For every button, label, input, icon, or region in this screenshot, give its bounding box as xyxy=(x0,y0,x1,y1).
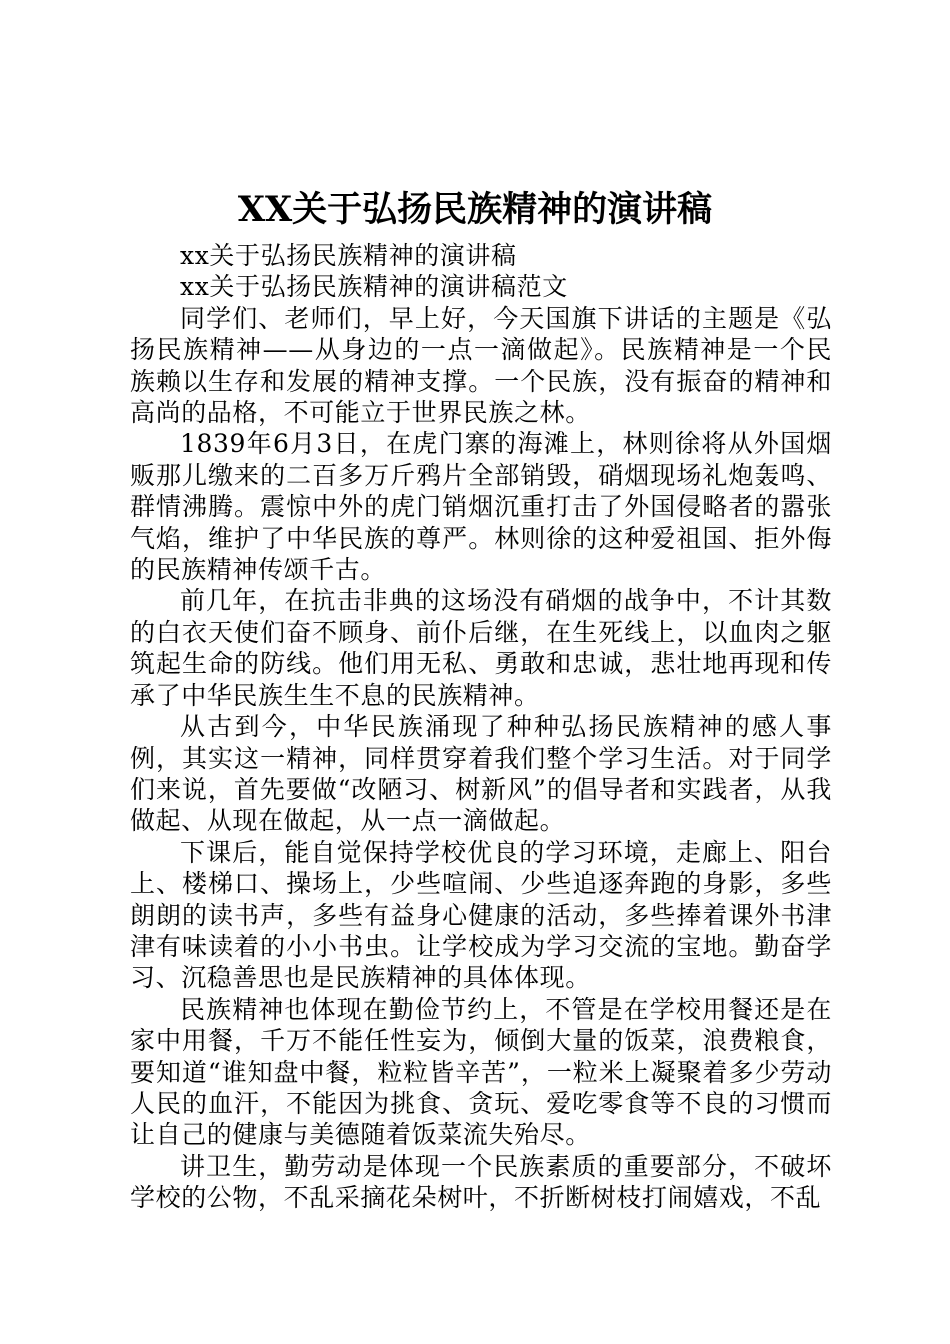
paragraph-subtitle-2: xx关于弘扬民族精神的演讲稿范文 xyxy=(180,272,568,302)
paragraph-humen: 1839年6月3日，在虎门寨的海滩上，林则徐将从外国烟贩那儿缴来的二百多万斤鸦片全部销毁，硝烟现场礼炮轰鸣、群情沸腾。震惊中外的虎门销烟沉重打击了外国侵略者的嚣张气焰，维护了中华民族的尊严。林则徐的这种爱祖国、拒外侮的民族精神传颂千古。 xyxy=(130,429,832,585)
paragraph-thrift: 民族精神也体现在勤俭节约上，不管是在学校用餐还是在家中用餐，千万不能任性妄为，倾倒大量的饭菜，浪费粮食，要知道“谁知盘中餐，粒粒皆辛苦”，一粒米上凝聚着多少劳动人民的血汗，不能因为挑食、贪玩、爱吃零食等不良的习惯而让自己的健康与美德随着饭菜流失殆尽。 xyxy=(130,994,832,1150)
document-title: XX关于弘扬民族精神的演讲稿 xyxy=(237,189,713,230)
paragraph-after-class: 下课后，能自觉保持学校优良的学习环境，走廊上、阳台上、楼梯口、操场上，少些喧闹、少些追逐奔跑的身影，多些朗朗的读书声，多些有益身心健康的活动，多些捧着课外书津津有味读着的小小书虫。让学校成为学习交流的宝地。勤奋学习、沉稳善思也是民族精神的具体体现。 xyxy=(130,837,832,993)
paragraph-greeting: 同学们、老师们，早上好，今天国旗下讲话的主题是《弘扬民族精神——从身边的一点一滴做起》。民族精神是一个民族赖以生存和发展的精神支撑。一个民族，没有振奋的精神和高尚的品格，不可能立于世界民族之林。 xyxy=(130,303,832,428)
paragraph-hygiene: 讲卫生，勤劳动是体现一个民族素质的重要部分，不破坏学校的公物，不乱采摘花朵树叶，不折断树枝打闹嬉戏，不乱 xyxy=(130,1151,832,1213)
document-body xyxy=(130,240,832,1214)
paragraph-history: 从古到今，中华民族涌现了种种弘扬民族精神的感人事例，其实这一精神，同样贯穿着我们整个学习生活。对于同学们来说，首先要做“改陋习、树新风”的倡导者和实践者，从我做起、从现在做起，从一点一滴做起。 xyxy=(130,712,832,836)
paragraph-subtitle-1: xx关于弘扬民族精神的演讲稿 xyxy=(180,241,517,270)
paragraph-sars: 前几年，在抗击非典的这场没有硝烟的战争中，不计其数的白衣天使们奋不顾身、前仆后继，在生死线上，以血肉之躯筑起生命的防线。他们用无私、勇敢和忠诚，悲壮地再现和传承了中华民族生生不息的民族精神。 xyxy=(130,586,832,710)
